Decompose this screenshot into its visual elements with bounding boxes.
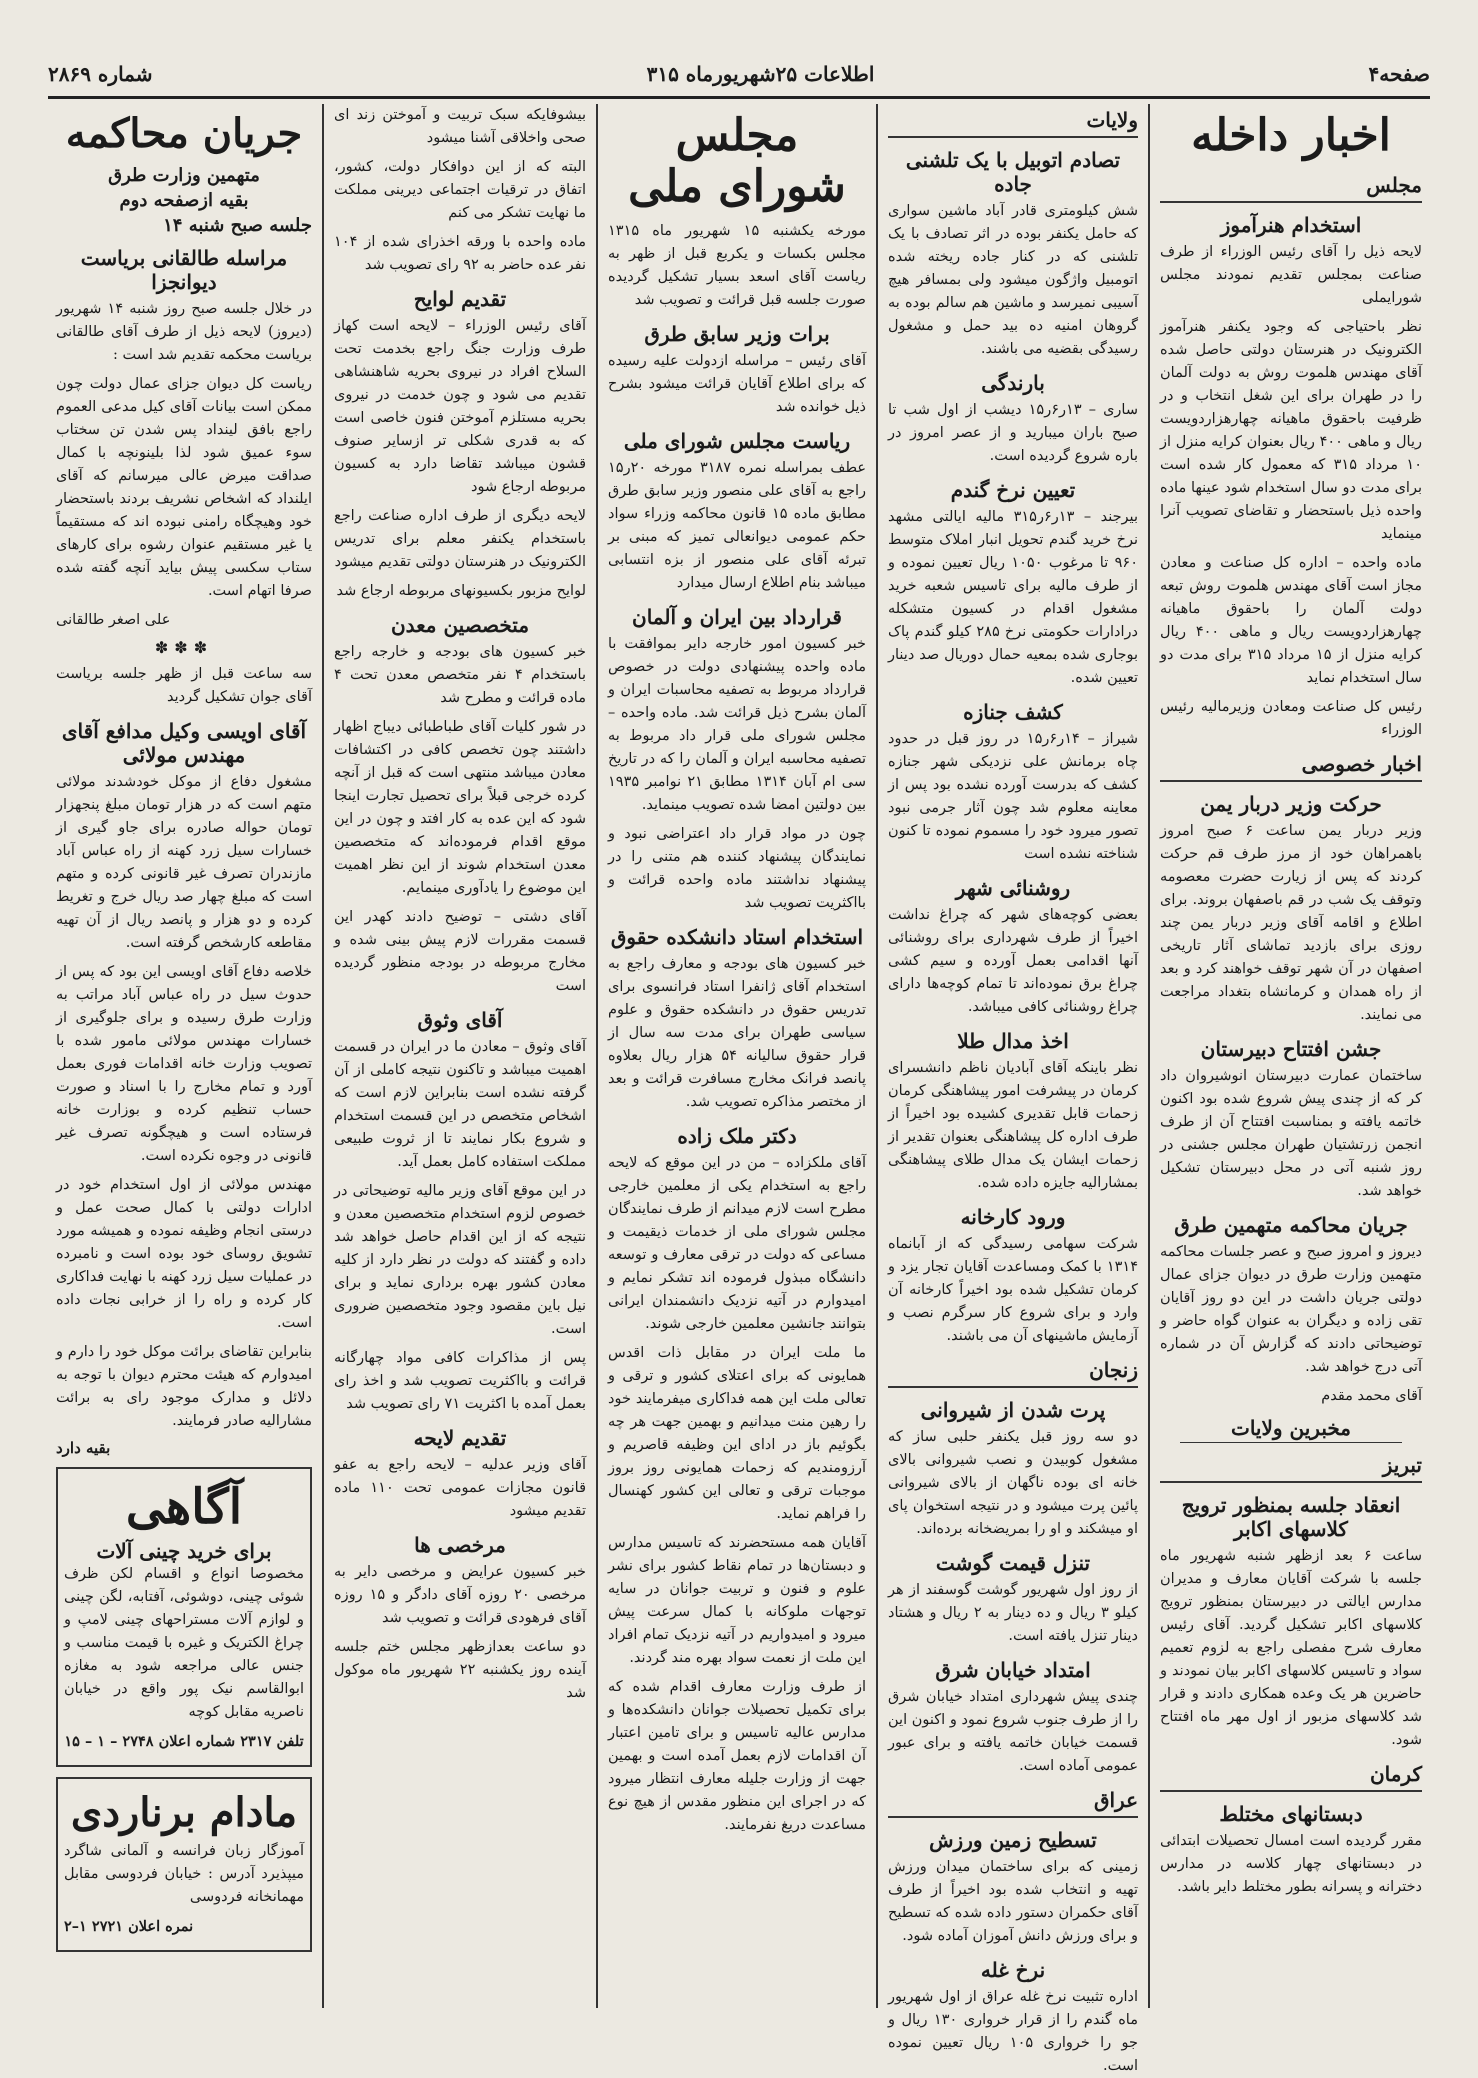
session-title: جلسه صبح شنبه ۱۴	[163, 215, 312, 236]
article-text: مقرر گردیده است امسال تحصیلات ابتدائی در دبستانهای چهار کلاسه در مدارس دخترانه و پسرانه بطور مختلط دایر باشد.	[1160, 1833, 1422, 1895]
ad-text: مخصوصا انواع و اقسام لکن ظرف شوئی چینی، دوشوئی، آفتابه، لگن چینی و لوازم آلات مستراحهای چینی لامپ و چراغ الکتریک و غیره با قیمت مناسب و جنس عالی مراجعه شود به مغازه ابوالقاسم نیک پور واقع در خیابان ناصریه مقابل کوچه	[64, 1566, 304, 1720]
section-banner: اخبار داخله	[1191, 110, 1391, 161]
article-text: آقای رئیس – مراسله ازدولت علیه رسیده که برای اطلاع آقایان قرائت میشود بشرح ذیل خوانده شد	[608, 353, 866, 415]
article-text: آقای محمد مقدم	[1321, 1388, 1422, 1404]
section-heading: ولایات	[888, 104, 1138, 138]
article-text: آقای وزیر عدلیه – لایحه راجع به عفو قانون مجازات عمومی تحت ۱۱۰ ماده تقدیم میشود	[334, 1457, 586, 1519]
column-domestic-news	[1150, 104, 1432, 2008]
article-headline: آقای وثوق	[417, 1008, 503, 1032]
city-heading: کرمان	[1160, 1758, 1422, 1792]
page-number: صفحه۴	[1368, 62, 1430, 86]
article-text: آقای وثوق – معادن ما در ایران در قسمت اهمیت میباشد و تاکنون نتیجه کاملی از آن گرفته نشده است بنابراین لازم است که اشخاص متخصص در این قسمت استخدام و شروع بکار نمایند تا از ثروت طبیعی مملکت استفاده کامل بعمل آید.	[334, 1039, 586, 1170]
column-parliament-continued	[324, 104, 596, 2008]
article-headline: مرخصی ها	[414, 1533, 506, 1557]
article-text: آقای دشتی – توضیح دادند کهدر این قسمت مقررات لازم پیش بینی شده و مخارج مربوطه در بودجه منظور گردیده است	[334, 909, 586, 994]
advertisement-box	[56, 1467, 312, 1767]
article-text: آقایان همه مستحضرند که تاسیس مدارس و دبستان‌ها در تمام نقاط کشور برای نشر علوم و فنون و تربیت جوانان در سایه توجهات ملوکانه با کمال سرعت پیش میرود و امیدواریم در آتیه نزدیک تمام افراد این ملت از نعمت سواد بهره مند گردند.	[608, 1535, 866, 1666]
article-text: چون در مواد قرار داد اعتراضی نبود و نمایندگان پیشنهاد کننده هم متنی را در پیشنهاد نداشتند ماده واحده قرائت و بااکثریت تصویب شد	[608, 826, 866, 911]
article-text: خلاصه دفاع آقای اویسی این بود که پس از حدوث سیل در راه عباس آباد مراتب به وزارت طرق رسیده و برای جلوگیری از خسارات مهندس مولائی مامور شده با تصویب وزارت خانه اقدامات فوری بعمل آورد و تمام مخارج را با اسناد و صورت حساب تنظیم کرده و بوزارت خانه فرستاده است و هیچگونه تصرف غیر قانونی در وجوه نکرده است.	[56, 964, 312, 1164]
city-heading: عراق	[888, 1784, 1138, 1818]
column-trial	[46, 104, 322, 2008]
article-headline: جریان محاکمه متهمین طرق	[1174, 1213, 1408, 1237]
section-banner: مجلس شورای ملی	[628, 110, 846, 212]
article-text: خبر کسیون های بودجه و معارف راجع به استخدام آقای ژانفرا استاد فرانسوی برای تدریس حقوق در دانشکده حقوق و علوم سیاسی طهران برای مدت سه سال از قرار حقوق سالیانه ۵۴ هزار ریال بعلاوه پانصد فرانک مخارج مسافرت قرائت و بعد از مختصر مذاکره تصویب شد.	[608, 956, 866, 1110]
ad-subtitle: برای خرید چینی آلات	[96, 1539, 272, 1563]
article-text: در این موقع آقای وزیر مالیه توضیحاتی در خصوص لزوم استخدام متخصصین معدن و نتیجه که از این اقدام حاصل خواهد شد داده و گفتند که دولت در نظر دارد از کلیه معادن کشور بهره برداری نماید و برای نیل باین مقصود وجود متخصصین ضروری است.	[334, 1183, 586, 1337]
article-text: مشغول دفاع از موکل خودشدند مولائی متهم است که در هزار تومان مبلغ پنجهزار تومان حواله صادره برای جاو گیری از خسارات سیل زرد کهنه از راه عباس آباد مازندران تصرف غیر قانونی کرده و متهم است که مبلغ چهار صد ریال خرج و تغریط کرده و دو هزار و پانصد ریال از آن تهیه مقاطعه کارشخص گرفته است.	[56, 774, 312, 951]
article-headline: پرت شدن از شیروانی	[920, 1398, 1106, 1422]
article-text: ماده واحده با ورقه اخذرای شده از ۱۰۴ نفر عده حاضر به ۹۲ رای تصویب شد	[334, 234, 586, 273]
ad-title: آگاهی	[125, 1479, 243, 1535]
section-heading: اخبار خصوصی	[1160, 748, 1422, 782]
article-text: ما ملت ایران در مقابل ذات اقدس همایونی که برای اعتلای کشور و ترقی و تعالی ملت این همه فداکاری میفرمایند خود را رهین منت میدانیم و بهمین جهت هر چه بگوئیم باز در ادای این وظیفه قاصریم و آرزومندیم که زحمات همایونی روز بروز موجبات ترقی و تعالی این کشور کهنسال را فراهم نماید.	[608, 1345, 866, 1522]
advertisement-box	[56, 1777, 312, 1952]
article-text: مورخه یکشنبه ۱۵ شهریور ماه ۱۳۱۵ مجلس بکسات و یکربع قبل از ظهر به ریاست آقای اسعد بسیار تشکیل گردیده صورت جلسه قبل قرائت و تصویب شد	[608, 223, 866, 308]
article-headline: تقدیم لوایح	[413, 287, 507, 311]
section-heading: مجلس	[1160, 169, 1422, 203]
article-text: ساعت ۶ بعد ازظهر شنبه شهریور ماه جلسه با شرکت آقایان معارف و مدیران مدارس ایالتی در دبیرستان بمنظور ترویج کلاسهای اکابر تشکیل گردید. آقای رئیس معارف شرح مفصلی راجع به لزوم تعمیم سواد و تاسیس کلاسهای اکابر بیان نمودند و حاضرین هر یک وعده همکاری دادند و قرار شد کلاسهای مزبور از اول مهر ماه افتتاح شود.	[1160, 1548, 1422, 1748]
article-headline: تقدیم لایحه	[413, 1426, 507, 1450]
column-parliament	[598, 104, 876, 2008]
article-headline: استخدام استاد دانشکده حقوق	[610, 925, 864, 949]
city-heading: تبریز	[1160, 1449, 1422, 1483]
article-text: از روز اول شهریور گوشت گوسفند از هر کیلو ۳ ریال و ده دینار به ۲ ریال و هشتاد دینار تنزل یافته است.	[888, 1582, 1138, 1644]
article-text: در شور کلیات آقای طباطبائی دیباج اظهار داشتند چون تخصص کافی در اکتشافات معادن میباشد منتهی است که قبل از آنچه کرده خرجی قبلاً برای تحصیل تجارت اینجا شود که این عده به کار افتد و چون در این موقع اقدام فرموده‌اند که متخصصین معدن استخدام شوند از این نظر اهمیت این موضوع را یادآوری مینمایم.	[334, 719, 586, 896]
article-text: ماده واحده – اداره کل صناعت و معادن مجاز است آقای مهندس هلموت روش تبعه دولت آلمان را باحقوق ماهیانه چهارهزاردویست ریال و ماهی ۴۰۰ ریال کرایه منزل از ۱۵ مرداد ۳۱۵ برای مدت دو سال استخدام نماید	[1160, 555, 1422, 686]
article-text: خبر کسیون امور خارجه دایر بموافقت با ماده واحده پیشنهادی دولت در خصوص قرارداد مربوط به تصفیه محاسبات ایران و آلمان بشرح ذیل قرائت شد. ماده واحده – مجلس شورای ملی قرار داد مربوط به تصفیه محاسبه ایران و آلمان را که در تاریخ سی ام آبان ۱۳۱۴ مطابق ۲۱ نوامبر ۱۹۳۵ بین دولتین امضا شده تصویب مینماید.	[608, 636, 866, 813]
article-text: شیراز – ۱۴ر۶ر۱۵ در روز قبل در حدود چاه برمانش علی نزدیکی شهر جنازه کشف که بدرست آورده نشده بود پس از معاینه معلوم شد چون آثار جرمی نبود تصور میرود خود را مسموم نموده تا کنون شناخته نشده است	[888, 731, 1139, 862]
article-text: شش کیلومتری قادر آباد ماشین سواری که حامل یکنفر بوده در اثر تصادف با یک تلشنی که در کنار جاده ریخته شده اتومبیل واژگون میشود ولی بمسافر هیچ آسیبی نمیرسد و ماشین هم سالم بوده به گروهان امنیه ده بید حمل و مشغول رسیدگی بقضیه می باشند.	[888, 203, 1138, 357]
article-headline: استخدام هنرآموز	[1220, 213, 1362, 237]
article-headline: تنزل قیمت گوشت	[935, 1551, 1091, 1575]
article-text: رئیس کل صناعت ومعادن وزیرمالیه رئیس الوزراء	[1160, 699, 1422, 738]
ad-footer: نمره اعلان ۲۷۲۱ ۱–۲	[64, 1918, 194, 1935]
divider-stars: ✽✽✽	[154, 638, 214, 657]
article-text: در خلال جلسه صبح روز شنبه ۱۴ شهریور (دیروز) لایحه ذیل از طرف آقای طالقانی بریاست محکمه تقدیم شد است :	[56, 301, 312, 363]
article-text: لایحه ذیل را آقای رئیس الوزراء از طرف صناعت بمجلس تقدیم نمودند مجلس شورایملی	[1160, 244, 1422, 306]
masthead-date: اطلاعات ۲۵شهریورماه ۳۱۵	[646, 62, 875, 86]
article-headline: ورود کارخانه	[960, 1205, 1066, 1229]
section-banner: جریان محاکمه	[65, 110, 303, 157]
article-headline: تسطیح زمین ورزش	[929, 1828, 1097, 1852]
article-text: پس از مذاکرات کافی مواد چهارگانه قرائت و بااکثریت تصویب شد و اخذ رای بعمل آمده با اکثریت ۷۱ رای تصویب شد	[334, 1350, 586, 1412]
article-text: وزیر دربار یمن ساعت ۶ صبح امروز باهمراهان خود از مرز طرف قم حرکت کردند که پس از زیارت حضرت معصومه وتوقف یک شب در قم باصفهان بروند. برای اطلاع و اقامه آقای وزیر دربار یمن چند روزی برای بازدید تماشای آثار تاریخی اصفهان در آن شهر توقف خواهند کرد و بعد از راه همدان و کرمانشاه بتغداد مراجعت می نمایند.	[1160, 823, 1422, 1023]
article-headline: جشن افتتاح دبیرستان	[1200, 1037, 1382, 1061]
article-headline: حرکت وزیر دربار یمن	[1200, 792, 1382, 816]
article-headline: انعقاد جلسه بمنظور ترویج کلاسهای اکابر	[1181, 1493, 1401, 1541]
continued-note: بقیه دارد	[56, 1439, 111, 1457]
article-text: آقای رئیس الوزراء – لایحه است کهاز طرف وزارت جنگ راجع بخدمت تحت السلاح افراد در نیروی بحریه شاهنشاهی تقدیم می شود و چون خدمت در نیروی بحریه مستلزم آموختن فنون خاصی است که به قدری شکلی تر ازسایر صنوف قشون میباشد تقاضا دارد به کسیون مربوطه ارجاع شود	[334, 318, 586, 495]
issue-number: شماره ۲۸۶۹	[48, 62, 153, 86]
article-subtitle: متهمین وزارت طرق	[108, 165, 260, 186]
article-text: خبر کسیون عرایض و مرخصی دایر به مرخصی ۲۰ روزه آقای دادگر و ۱۵ روزه آقای فرهودی قرائت و تصویب شد	[334, 1564, 586, 1626]
article-headline: ریاست مجلس شورای ملی	[623, 429, 851, 453]
article-text: مهندس مولائی از اول استخدام خود در ادارات دولتی با کمال صحت عمل و درستی انجام وظیفه نموده و همیشه مورد تشویق روسای خود بوده است و نامبرده در عملیات سیل زرد کهنه با نهایت فداکاری کار کرده و راه را از خرابی نجات داده است.	[56, 1177, 312, 1331]
section-heading: مخبرین ولایات	[1180, 1416, 1402, 1443]
page-header	[48, 52, 1430, 99]
ad-text: آموزگار زبان فرانسه و آلمانی شاگرد میپذیرد آدرس : خیابان فردوسی مقابل مهمانخانه فردوسی	[64, 1843, 304, 1905]
article-text: چندی پیش شهرداری امتداد خیابان شرق را از طرف جنوب شروع نمود و اکنون این قسمت خیابان خاتمه یافته و برای عبور عمومی آماده است.	[888, 1689, 1138, 1774]
article-subtitle: بقیه ازصفحه دوم	[119, 190, 249, 211]
article-text: البته که از این دوافکار دولت، کشور، اتفاق در ترقیات اجتماعی دیرینی مملکت ما نهایت تشکر می کنم	[334, 159, 586, 221]
article-headline: برات وزیر سابق طرق	[644, 322, 830, 346]
city-heading: زنجان	[888, 1354, 1138, 1388]
article-text: آقای ملکزاده – من در این موقع که لایحه راجع به استخدام یکی از معلمین خارجی مطرح است لازم میدانم از طرف نمایندگان مجلس شورای ملی از خدمات ذیقیمت و مساعی که دولت در ترقی معارف و توسعه دانشگاه مبذول فرموده اند تشکر نمایم و امیدوارم در آتیه نزدیک دانشمندان ایرانی بتوانند جانشین معلمین خارجی شوند.	[608, 1155, 866, 1332]
article-text: اداره تثبیت نرخ غله عراق از اول شهریور ماه گندم را از قرار خرواری ۱۳۰ ریال و جو را خرواری ۱۰۵ ریال تعیین نموده است.	[888, 1989, 1138, 2074]
article-text: دو ساعت بعدازظهر مجلس ختم جلسه آینده روز یکشنبه ۲۲ شهریور ماه موکول شد	[334, 1639, 586, 1701]
article-text: دو سه روز قبل یکنفر حلبی ساز که مشغول کوبیدن و نصب شیروانی بالای خانه ای بوده ناگهان از بالای شیروانی پائین پرت میشود و در نتیجه استخوان پای او میشکند و او را بمریضخانه برده‌اند.	[888, 1429, 1138, 1537]
article-text: بنابراین تقاضای برائت موکل خود را دارم و امیدوارم که هیئت محترم دیوان با توجه به دلائل و مدارک موجود رای به برائت مشارالیه صادر فرمایند.	[56, 1344, 312, 1429]
article-text: ساری – ۱۳ر۶ر۱۵ دیشب از اول شب تا صبح باران میبارید و از عصر امروز در باره شروع گردیده است.	[888, 402, 1139, 464]
ad-title: مادام برناردی	[70, 1789, 298, 1836]
article-headline: قرارداد بین ایران و آلمان	[632, 605, 842, 629]
article-text: لایحه دیگری از طرف اداره صناعت راجع باستخدام یکنفر معلم برای تدریس الکترونیک در هنرستان دولتی تقدیم میشود	[334, 508, 586, 570]
ad-footer: تلفن ۲۳۱۷ شماره اعلان ۲۷۴۸ – ۱ – ۱۵	[64, 1733, 304, 1750]
article-text: بیرجند – ۱۳ر۶ر۳۱۵ مالیه ایالتی مشهد نرخ خرید گندم تحویل انبار املاک متوسط ۹۶۰ تا مرغوب ۱۰۵۰ ریال تعیین نموده و از طرف مالیه برای تاسیس شعبه خرید مشغول اقدام در کسیون متشکله درادارات حکومتی نرخ ۲۸۵ کیلو گندم پاک بوجاری شده بمعیه حمال دوریال صد دینار تعیین شده.	[888, 509, 1138, 686]
article-headline: نرخ غله	[980, 1958, 1046, 1982]
article-headline: کشف جنازه	[963, 700, 1063, 724]
article-headline: آقای اویسی وکیل مدافع آقای مهندس مولائی	[61, 719, 307, 767]
article-text: بیشوفایکه سبک تربیت و آموختن زند ای صحی واخلاقی آشنا میشود	[334, 107, 586, 146]
article-text: از طرف وزارت معارف اقدام شده که برای تکمیل تحصیلات جوانان دانشکده‌ها و مدارس عالیه تاسیس و برای تامین اعتبار آن اقدامات لازم بعمل آمده است و بهمین جهت از وزارت جلیله معارف انتظار میرود که در اجرای این منظور مقدس از هیچ نوع مساعدت دریغ نفرمایند.	[608, 1679, 866, 1833]
article-headline: اخذ مدال طلا	[957, 1029, 1069, 1053]
article-headline: تصادم اتوبیل با یک تلشنی جاده	[905, 148, 1121, 196]
article-headline: دکتر ملک زاده	[677, 1124, 797, 1148]
article-text: زمینی که برای ساختمان میدان ورزش تهیه و انتخاب شده بود اخیراً از طرف آقای حکمران دستور داده شده که تسطیح و برای ورزش دانش آموزان آماده شود.	[888, 1859, 1138, 1944]
article-text: ساختمان عمارت دبیرستان انوشیروان داد کر که از چندی پیش شروع شده بود اکنون خاتمه یافته و بمناسبت افتتاح آن از طرف انجمن زرتشتیان طهران مجلس جشنی در روز شنبه آتی در محل دبیرستان تشکیل خواهد شد.	[1160, 1068, 1422, 1199]
article-text: بعضی کوچه‌های شهر که چراغ نداشت اخیراً از طرف شهرداری برای روشنائی آنها اقدامی بعمل آورده و سیم کشی چراغ برق نموده‌اند تا تمام کوچه‌ها دارای چراغ روشنائی کافی میباشد.	[888, 907, 1138, 1015]
article-headline: متخصصین معدن	[390, 613, 530, 637]
article-text: شرکت سهامی رسیدگی که از آبانماه ۱۳۱۴ با کمک ومساعدت آقایان تجار یزد و کرمان تشکیل شده بود اخیراً کارخانه آن وارد و برای شروع کار سرگرم نصب و آزمایش ماشینهای آن می باشند.	[888, 1236, 1138, 1344]
article-headline: تعیین نرخ گندم	[950, 478, 1076, 502]
article-text: دیروز و امروز صبح و عصر جلسات محاکمه متهمین وزارت طرق در دیوان جزای عمال دولتی جریان داشت در این دو روز آقایان تقی زاده و دیگران به عنوان گواه حاضر و توضیحاتی دادند که گزارش آن در شماره آتی درج خواهد شد.	[1160, 1244, 1422, 1375]
article-text: نظر باحتیاجی که وجود یکنفر هنرآموز الکترونیک در هنرستان دولتی حاصل شده آقای مهندس هلموت روش به دولت آلمان را در طهران برای این شغل انتخاب و در ظرفیت باحقوق ماهیانه چهارهزاردویست ریال و ماهی ۴۰۰ ریال بعنوان کرایه منزل از ۱۰ مرداد ۳۱۵ که معمول کار شده است برای مدت دو سال استخدام شود عینها ماده واحده ذیل باستحضار و تقاضای تصویب آنرا مینماید	[1160, 319, 1422, 542]
article-headline: بارندگی	[981, 371, 1045, 395]
article-headline: امتداد خیابان شرق	[935, 1658, 1091, 1682]
column-provinces	[878, 104, 1148, 2074]
article-text: ریاست کل دیوان جزای عمال دولت چون ممکن است بیانات آقای کیل مدعی العموم راجع بافق لینداد پس شدن تن سختاب سوء عمیق شود لذا بلینونچه با کمال صداقت میرض عالی میرسانم که آقای ایلنداد که اشخاص نشریف بردند باستحضار خود وهیچگاه رامنی نبوده اند که مستقیماً یا غیر مستقیم عنوان رشوه برای کارهای ستاب سکسی پیش بیاید آنچه گفته شده صرفا اتهام است.	[56, 376, 312, 599]
article-headline: مراسله طالقانی بریاست دیوانجزا	[80, 246, 288, 294]
article-headline: دبستانهای مختلط	[1219, 1802, 1363, 1826]
article-text: نظر باینکه آقای آبادیان ناظم دانشسرای کرمان در پیشرفت امور پیشاهنگی کرمان زحمات قابل تقدیری کشیده بود اخیراً از طرف اداره کل پیشاهنگی بعنوان تقدیر از زحمات ایشان یک مدال طلای پیشاهنگی بمشارالیه جایزه داده شده.	[888, 1060, 1138, 1191]
article-text: لوایح مزبور بکسیونهای مربوطه ارجاع شد	[336, 583, 586, 599]
signature: علی اصغر طالقانی	[56, 612, 171, 628]
article-headline: روشنائی شهر	[955, 876, 1071, 900]
article-text: عطف بمراسله نمره ۳۱۸۷ مورخه ۲۰ر۱۵ راجع به آقای علی منصور وزیر سابق طرق مطابق ماده ۱۵ قانون محاکمه وزراء سواد حکم عمومی دیوانعالی تمیز که مبنی بر تبرئه آقای علی منصور از بزه انتسابی میباشد بنام اطلاع ارسال میدارد	[608, 460, 866, 591]
article-text: خبر کسیون های بودجه و خارجه راجع باستخدام ۴ نفر متخصص معدن تحت ۴ ماده قرائت و مطرح شد	[334, 644, 586, 706]
article-text: سه ساعت قبل از ظهر جلسه بریاست آقای جوان تشکیل گردید	[56, 666, 312, 705]
